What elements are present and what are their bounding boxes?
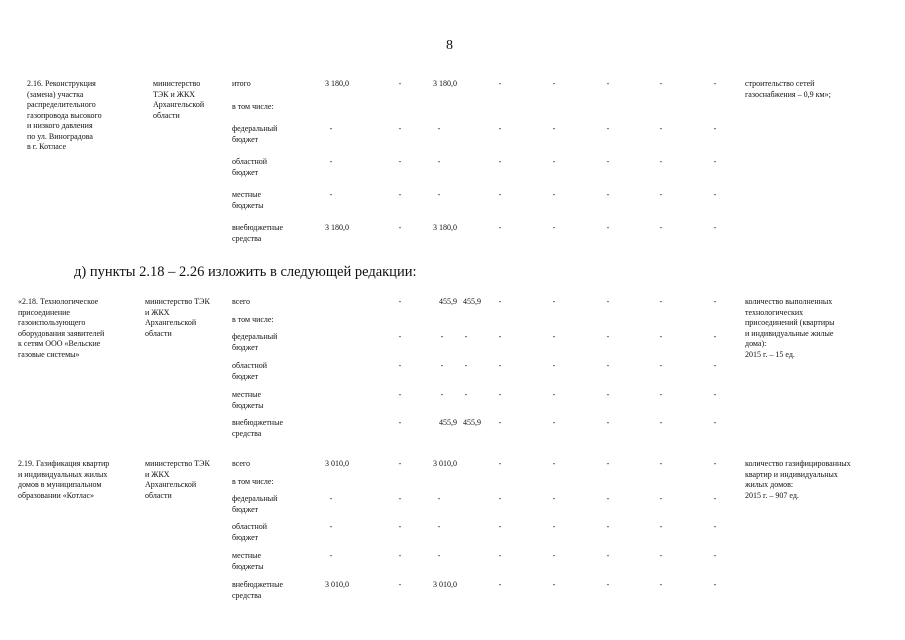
value-cell: -	[659, 361, 663, 370]
item-name-line: 2.16. Реконструкция	[27, 79, 96, 88]
value-cell: -	[398, 332, 402, 341]
value-cell: -	[498, 390, 502, 399]
funding-source-label: бюджет	[232, 134, 259, 144]
value-cell: -	[552, 361, 556, 370]
funding-source-label: местные	[232, 190, 262, 199]
responsible-org-line: министерство ТЭК	[145, 459, 210, 468]
value-cell: -	[606, 418, 610, 427]
value-cell: -	[398, 522, 402, 531]
value-cell: -	[606, 580, 610, 589]
responsible-org-line: области	[153, 110, 180, 120]
amount-value: -	[329, 190, 333, 199]
funding-source-label: местные	[232, 390, 262, 399]
value-cell: -	[713, 551, 717, 560]
funding-source-label: местные	[232, 551, 262, 560]
expected-result-line: технологических	[745, 307, 804, 317]
responsible-org-line: и ЖКХ	[145, 469, 170, 479]
value-cell: -	[606, 79, 610, 88]
value-cell: -	[659, 297, 663, 306]
funding-source-label: итого	[232, 79, 251, 88]
value-cell: -	[713, 124, 717, 133]
expected-result-line: газоснабжения – 0,9 км»;	[745, 89, 831, 99]
amount-value: 3 180,0	[433, 223, 457, 232]
expected-result-line: 2015 г. – 907 ед.	[745, 490, 799, 500]
responsible-org-line: министерство	[153, 79, 201, 88]
amount-value: -	[437, 522, 441, 531]
item-name-line: и низкого давления	[27, 121, 93, 130]
value-cell: -	[398, 459, 402, 468]
funding-source-label: бюджет	[232, 371, 259, 381]
funding-source-label: федеральный	[232, 494, 278, 503]
value-cell: -	[498, 580, 502, 589]
value-cell: -	[398, 551, 402, 560]
funding-source-label: в том числе:	[232, 477, 274, 486]
value-cell: -	[659, 223, 663, 232]
value-cell: -	[498, 494, 502, 503]
value-cell: -	[498, 418, 502, 427]
funding-source-label: бюджеты	[232, 200, 264, 210]
funding-source-label: средства	[232, 428, 262, 438]
amount-value: -	[437, 124, 441, 133]
funding-source-label: федеральный	[232, 124, 278, 133]
value-cell: -	[398, 580, 402, 589]
funding-source-label: областной	[232, 522, 268, 531]
funding-source-label: внебюджетные	[232, 223, 283, 232]
value-cell: -	[606, 124, 610, 133]
expected-result-line: 2015 г. – 15 ед.	[745, 349, 795, 359]
amount-value: -	[329, 494, 333, 503]
responsible-org-line: области	[145, 328, 172, 338]
funding-source-label: средства	[232, 590, 262, 600]
funding-source-label: бюджеты	[232, 561, 264, 571]
value-cell: -	[552, 551, 556, 560]
responsible-org-line: Архангельской	[145, 480, 197, 489]
value-cell: -	[398, 157, 402, 166]
value-cell: -	[659, 332, 663, 341]
value-cell: -	[398, 79, 402, 88]
expected-result-line: жилых домов:	[745, 480, 794, 489]
amount-value: 3 180,0	[325, 79, 349, 88]
value-cell: -	[398, 124, 402, 133]
value-cell: -	[552, 79, 556, 88]
amount-value: -	[440, 332, 444, 341]
expected-result-line: строительство сетей	[745, 79, 815, 88]
section-heading: д) пункты 2.18 – 2.26 изложить в следующей редакции:	[74, 264, 417, 280]
value-cell: -	[552, 580, 556, 589]
value-cell: -	[398, 297, 402, 306]
item-name-line: в г. Котласе	[27, 142, 67, 151]
amount-value: 455,9	[439, 418, 457, 427]
value-cell: -	[713, 79, 717, 88]
item-name-line: газовые системы»	[18, 349, 80, 359]
amount-value: -	[464, 361, 468, 370]
value-cell: -	[398, 494, 402, 503]
expected-result-line: количество выполненных	[745, 297, 833, 306]
value-cell: -	[552, 390, 556, 399]
item-name-line: 2.19. Газификация квартир	[18, 459, 110, 468]
value-cell: -	[498, 551, 502, 560]
value-cell: -	[552, 459, 556, 468]
item-name-line: и индивидуальных жилых	[18, 469, 108, 479]
value-cell: -	[606, 297, 610, 306]
value-cell: -	[398, 418, 402, 427]
amount-value: -	[437, 551, 441, 560]
amount-value: -	[440, 390, 444, 399]
amount-value: 455,9	[439, 297, 457, 306]
expected-result-line: количество газифицированных	[745, 459, 851, 468]
value-cell: -	[713, 223, 717, 232]
expected-result-line: дома):	[745, 339, 767, 348]
item-name-line: к сетям ООО «Вельские	[18, 339, 101, 348]
item-name-line: образовании «Котлас»	[18, 490, 95, 500]
amount-value: -	[464, 390, 468, 399]
value-cell: -	[552, 297, 556, 306]
value-cell: -	[713, 190, 717, 199]
value-cell: -	[713, 157, 717, 166]
value-cell: -	[552, 418, 556, 427]
item-name-line: «2.18. Технологическое	[18, 297, 99, 306]
amount-value: 455,9	[463, 418, 481, 427]
expected-result-line: присоединений (квартиры	[745, 318, 835, 327]
value-cell: -	[659, 580, 663, 589]
expected-result-line: и индивидуальные жилые	[745, 328, 834, 338]
value-cell: -	[498, 361, 502, 370]
funding-source-label: в том числе:	[232, 315, 274, 324]
value-cell: -	[606, 390, 610, 399]
responsible-org-line: Архангельской	[153, 100, 205, 109]
value-cell: -	[659, 494, 663, 503]
value-cell: -	[498, 124, 502, 133]
amount-value: 3 010,0	[433, 459, 457, 468]
value-cell: -	[606, 157, 610, 166]
value-cell: -	[398, 390, 402, 399]
value-cell: -	[498, 157, 502, 166]
value-cell: -	[606, 459, 610, 468]
item-name-line: (замена) участка	[27, 89, 84, 99]
funding-source-label: бюджет	[232, 167, 259, 177]
value-cell: -	[606, 361, 610, 370]
amount-value: -	[437, 190, 441, 199]
responsible-org-line: ТЭК и ЖКХ	[153, 89, 196, 99]
value-cell: -	[606, 522, 610, 531]
value-cell: -	[498, 79, 502, 88]
value-cell: -	[606, 494, 610, 503]
value-cell: -	[659, 390, 663, 399]
amount-value: 3 010,0	[325, 580, 349, 589]
amount-value: -	[329, 157, 333, 166]
value-cell: -	[498, 522, 502, 531]
value-cell: -	[552, 157, 556, 166]
value-cell: -	[498, 332, 502, 341]
funding-source-label: бюджеты	[232, 400, 264, 410]
amount-value: -	[464, 332, 468, 341]
value-cell: -	[659, 418, 663, 427]
amount-value: -	[329, 551, 333, 560]
amount-value: 455,9	[463, 297, 481, 306]
value-cell: -	[713, 390, 717, 399]
value-cell: -	[498, 459, 502, 468]
value-cell: -	[659, 79, 663, 88]
amount-value: -	[437, 157, 441, 166]
value-cell: -	[713, 297, 717, 306]
funding-source-label: внебюджетные	[232, 418, 283, 427]
funding-source-label: областной	[232, 157, 268, 166]
value-cell: -	[713, 459, 717, 468]
value-cell: -	[713, 418, 717, 427]
amount-value: -	[440, 361, 444, 370]
value-cell: -	[552, 494, 556, 503]
amount-value: 3 010,0	[325, 459, 349, 468]
funding-source-label: бюджет	[232, 504, 259, 514]
value-cell: -	[498, 190, 502, 199]
value-cell: -	[659, 190, 663, 199]
value-cell: -	[713, 361, 717, 370]
value-cell: -	[713, 522, 717, 531]
amount-value: 3 180,0	[433, 79, 457, 88]
item-name-line: распределительного	[27, 100, 96, 109]
amount-value: -	[437, 494, 441, 503]
value-cell: -	[659, 522, 663, 531]
responsible-org-line: Архангельской	[145, 318, 197, 327]
value-cell: -	[552, 522, 556, 531]
value-cell: -	[606, 332, 610, 341]
funding-source-label: федеральный	[232, 332, 278, 341]
value-cell: -	[552, 190, 556, 199]
amount-value: -	[329, 522, 333, 531]
amount-value: -	[329, 124, 333, 133]
expected-result-line: квартир и индивидуальных	[745, 469, 838, 479]
responsible-org-line: министерство ТЭК	[145, 297, 210, 306]
value-cell: -	[552, 124, 556, 133]
value-cell: -	[498, 223, 502, 232]
item-name-line: газоиспользующего	[18, 318, 86, 327]
funding-source-label: средства	[232, 233, 262, 243]
item-name-line: присоединение	[18, 307, 70, 317]
value-cell: -	[659, 551, 663, 560]
value-cell: -	[659, 124, 663, 133]
funding-source-label: бюджет	[232, 532, 259, 542]
amount-value: 3 010,0	[433, 580, 457, 589]
funding-source-label: внебюджетные	[232, 580, 283, 589]
amount-value: 3 180,0	[325, 223, 349, 232]
item-name-line: домов в муниципальном	[18, 480, 102, 489]
value-cell: -	[659, 459, 663, 468]
funding-source-label: всего	[232, 459, 251, 468]
value-cell: -	[398, 361, 402, 370]
responsible-org-line: и ЖКХ	[145, 307, 170, 317]
funding-source-label: в том числе:	[232, 102, 274, 111]
item-name-line: оборудования заявителей	[18, 328, 105, 338]
value-cell: -	[398, 190, 402, 199]
value-cell: -	[606, 551, 610, 560]
item-name-line: по ул. Виноградова	[27, 131, 93, 141]
value-cell: -	[713, 494, 717, 503]
funding-source-label: всего	[232, 297, 251, 306]
value-cell: -	[498, 297, 502, 306]
item-name-line: газопровода высокого	[27, 110, 102, 120]
page-number: 8	[446, 38, 453, 53]
value-cell: -	[552, 332, 556, 341]
value-cell: -	[552, 223, 556, 232]
value-cell: -	[713, 332, 717, 341]
value-cell: -	[713, 580, 717, 589]
value-cell: -	[659, 157, 663, 166]
responsible-org-line: области	[145, 490, 172, 500]
funding-source-label: бюджет	[232, 342, 259, 352]
value-cell: -	[606, 190, 610, 199]
value-cell: -	[398, 223, 402, 232]
funding-source-label: областной	[232, 361, 268, 370]
value-cell: -	[606, 223, 610, 232]
